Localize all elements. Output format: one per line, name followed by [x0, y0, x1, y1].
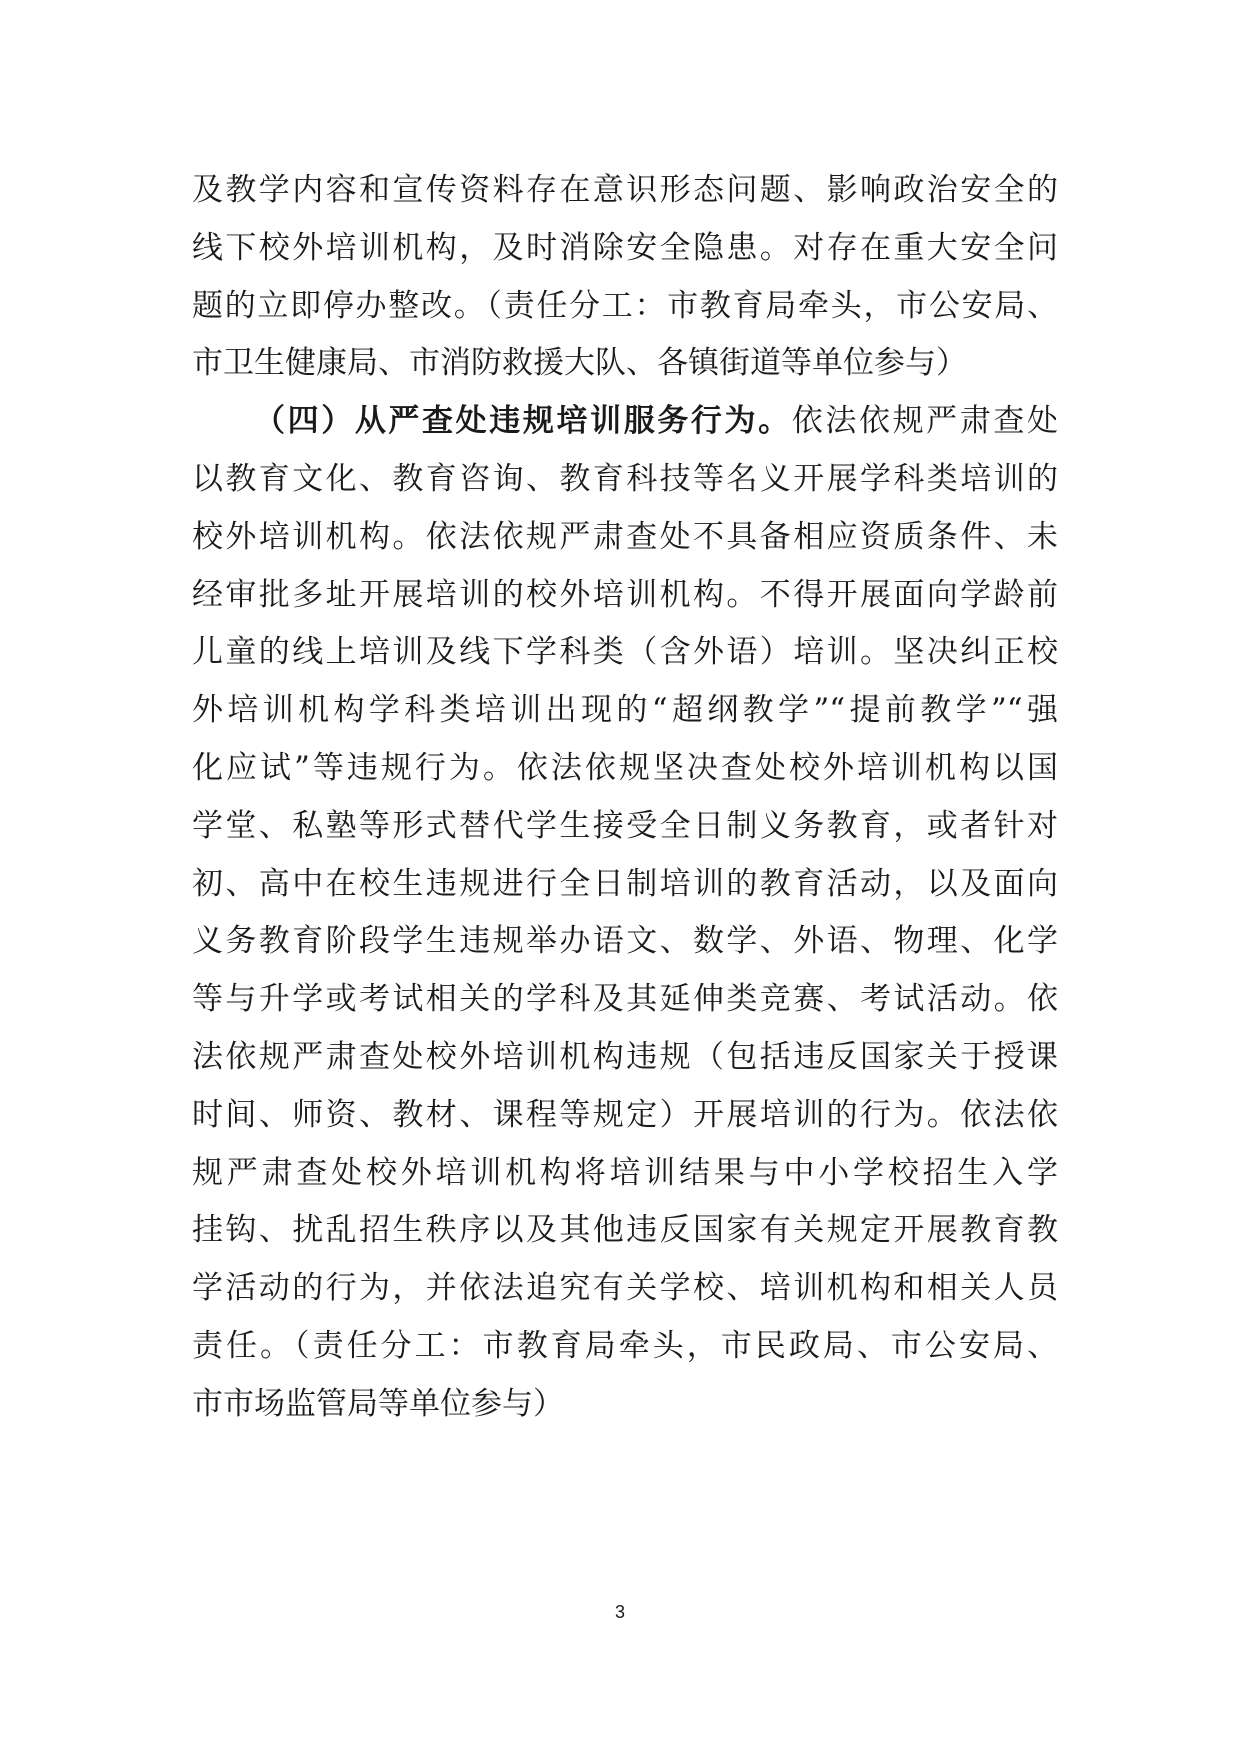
text-line: 法依规严肃查处校外培训机构违规（包括违反国家关于授课 — [192, 1038, 1058, 1075]
text-line: 初、高中在校生违规进行全日制培训的教育活动，以及面向 — [192, 865, 1058, 902]
text-line: 等与升学或考试相关的学科及其延伸类竞赛、考试活动。依 — [192, 981, 1058, 1018]
section-heading: （四）从严查处违规培训服务行为。 — [254, 403, 792, 440]
text-line: 时间、师资、教材、课程等规定）开展培训的行为。依法依 — [192, 1096, 1058, 1133]
text-line: 外培训机构学科类培训出现的“超纲教学”“提前教学”“强 — [192, 692, 1058, 729]
paragraph-safety-inspection — [192, 162, 1058, 393]
text-line: 线下校外培训机构，及时消除安全隐患。对存在重大安全问 — [192, 229, 1058, 266]
text-line: 校外培训机构。依法依规严肃查处不具备相应资质条件、未 — [192, 518, 1058, 555]
text-line: 责任。（责任分工：市教育局牵头，市民政局、市公安局、 — [192, 1327, 1058, 1364]
text-line: 学活动的行为，并依法追究有关学校、培训机构和相关人员 — [192, 1270, 1058, 1307]
text-line: 义务教育阶段学生违规举办语文、数学、外语、物理、化学 — [192, 923, 1058, 960]
text-line: 经审批多址开展培训的校外培训机构。不得开展面向学龄前 — [192, 576, 1058, 613]
text-line: 化应试”等违规行为。依法依规坚决查处校外培训机构以国 — [192, 749, 1058, 786]
text-line: 学堂、私塾等形式替代学生接受全日制义务教育，或者针对 — [192, 807, 1058, 844]
heading-line-rest: 依法依规严肃查处 — [791, 403, 1059, 440]
text-line: 及教学内容和宣传资料存在意识形态问题、影响政治安全的 — [192, 172, 1058, 208]
document-body — [192, 162, 1058, 1434]
page-number: 3 — [614, 1602, 625, 1622]
text-line: 规严肃查处校外培训机构将培训结果与中小学校招生入学 — [192, 1154, 1058, 1191]
text-line: 挂钩、扰乱招生秩序以及其他违反国家有关规定开展教育教 — [192, 1212, 1058, 1249]
text-line: 儿童的线上培训及线下学科类（含外语）培训。坚决纠正校 — [192, 634, 1058, 671]
text-line: 以教育文化、教育咨询、教育科技等名义开展学科类培训的 — [192, 460, 1058, 497]
text-line — [192, 393, 1058, 451]
text-line: 市市场监管局等单位参与） — [192, 1385, 564, 1422]
text-line: 市卫生健康局、市消防救援大队、各镇街道等单位参与） — [192, 345, 967, 382]
paragraph-violation-investigation — [192, 393, 1058, 1433]
text-line: 题的立即停办整改。（责任分工：市教育局牵头，市公安局、 — [192, 287, 1058, 324]
